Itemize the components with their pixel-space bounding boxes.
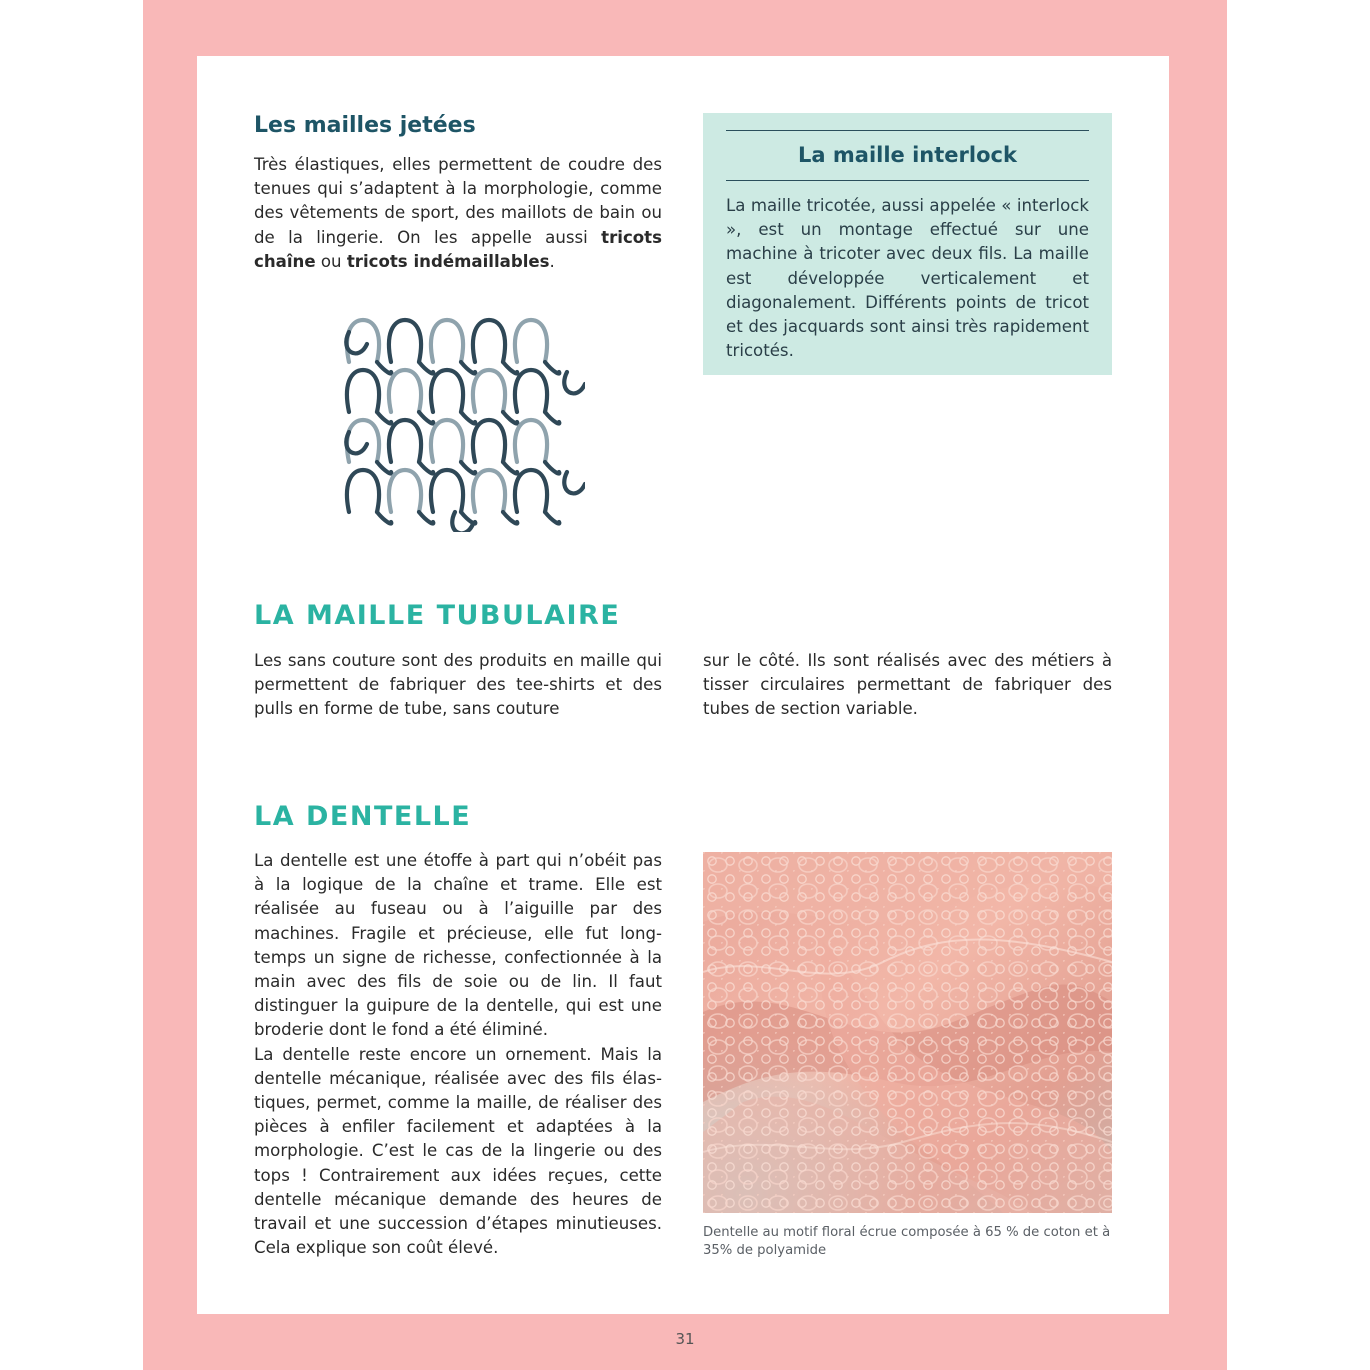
interlock-text: La maille tricotée, aussi appelée « interlock », est un montage effectué sur une machine à tricoter avec deux fils. La maille est développée verticalement et diagonalement. Différents points de tricot et des jacquards sont ainsi très rapidement tricotés. (726, 196, 1089, 361)
knit-underlap (419, 362, 433, 374)
knit-loop (347, 370, 379, 412)
knit-underlap (377, 512, 391, 524)
knit-underlap (503, 362, 517, 374)
knit-hook (564, 372, 585, 393)
knit-loop (515, 370, 547, 412)
knit-underlap (419, 462, 433, 474)
knit-underlap (545, 362, 559, 374)
interlock-info-box (703, 113, 1112, 375)
knit-loop (431, 370, 463, 412)
knit-loop (473, 420, 505, 462)
bold-term-tricots-indemaillables: tricots indémaillables (346, 251, 550, 271)
knit-underlap (461, 412, 475, 424)
knit-loop (431, 470, 463, 512)
dentelle-paragraph-1: La dentelle est une étoffe à part qui n’obéit pas à la logique de la chaîne et trame. Elle est réalisée au fuseau ou à l’aiguille par des machines. Fragile et précieuse, elle fut longtemps un signe de richesse, confectionnée à la main avec des fils de soie ou de lin. Il faut distinguer la guipure de la dentelle, qui est une broderie dont le fond a été éliminé. (254, 851, 662, 1040)
knit-hook (564, 472, 585, 493)
knit-loop (431, 320, 463, 362)
knit-hook (346, 332, 367, 353)
maille-tubulaire-title: LA MAILLE TUBULAIRE (254, 600, 621, 631)
lace-photo (703, 852, 1112, 1213)
knit-underlap (461, 362, 475, 374)
knit-underlap (461, 462, 475, 474)
knit-loop (473, 470, 505, 512)
knit-loop (389, 370, 421, 412)
bold-term-tricots-chaine: tricots chaîne (254, 227, 662, 271)
knit-loop (347, 420, 379, 462)
dentelle-text (254, 849, 662, 1260)
knit-loop (389, 420, 421, 462)
box-title-rule (726, 180, 1089, 181)
knit-loop (347, 320, 379, 362)
knit-loop (515, 420, 547, 462)
dentelle-title: LA DENTELLE (254, 801, 472, 832)
knit-underlap (377, 462, 391, 474)
maille-tubulaire-col1: Les sans couture sont des produits en maille qui permettent de fabriquer des tee-shirts et des pulls en forme de tube, sans couture (254, 651, 662, 719)
knit-loop (347, 470, 379, 512)
knit-underlap (419, 512, 433, 524)
page-number: 31 (675, 1330, 695, 1348)
knit-underlap (377, 412, 391, 424)
knit-underlap (545, 512, 559, 524)
knit-hook (346, 432, 367, 453)
box-top-rule (726, 130, 1089, 131)
knit-loop (389, 470, 421, 512)
knit-underlap (503, 412, 517, 424)
knit-underlap (419, 412, 433, 424)
knit-loop (431, 420, 463, 462)
lace-photo-caption: Dentelle au motif floral écrue composée à 65 % de coton et à 35% de polyamide (703, 1225, 1111, 1258)
mailles-jetees-text: Très élastiques, elles permettent de coudre des tenues qui s’adaptent à la morphologie, comme des vêtements de sport, des maillots de bain ou de la lingerie. On les appelle aussi tricots chaîne ou tricots indémaillables. (254, 155, 662, 271)
knit-underlap (545, 412, 559, 424)
knit-underlap (461, 512, 475, 524)
knit-underlap (503, 462, 517, 474)
knit-loop (389, 320, 421, 362)
knit-loop (473, 370, 505, 412)
dentelle-paragraph-2: La dentelle reste encore un ornement. Mais la dentelle mécanique, réalisée avec des fils élastiques, permet, comme la maille, de réaliser des pièces à enfiler facilement et adaptées à la morphologie. C’est le cas de la lingerie ou des tops ! Contrairement aux idées reçues, cette dentelle mécanique demande des heures de travail et une succession d’étapes minutieuses. Cela explique son coût élevé. (254, 1044, 662, 1258)
knit-underlap (377, 362, 391, 374)
knit-loop (473, 320, 505, 362)
maille-tubulaire-col2: sur le côté. Ils sont réalisés avec des métiers à tisser circulaires permettant de fabriquer des tubes de section variable. (703, 651, 1112, 719)
knit-underlap (545, 462, 559, 474)
warp-knit-illustration (335, 312, 585, 532)
interlock-title: La maille interlock (798, 143, 1017, 167)
knit-loop (515, 320, 547, 362)
knit-loop (515, 470, 547, 512)
knit-underlap (503, 512, 517, 524)
mailles-jetees-title: Les mailles jetées (254, 113, 476, 138)
